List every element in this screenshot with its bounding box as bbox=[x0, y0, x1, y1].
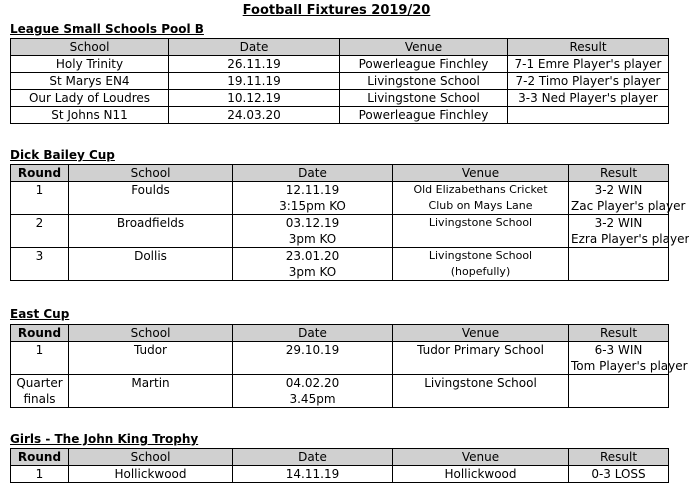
date-line: 04.02.20 bbox=[285, 376, 340, 390]
dick-header-row bbox=[11, 165, 669, 182]
col-venue: Venue bbox=[393, 325, 569, 342]
result-cell bbox=[569, 215, 689, 248]
score-line bbox=[571, 248, 666, 264]
venue-cell bbox=[393, 248, 569, 281]
east-table bbox=[10, 324, 688, 408]
result-cell bbox=[569, 375, 669, 408]
school-cell: St Marys EN4 bbox=[11, 73, 169, 90]
table-row bbox=[11, 466, 669, 483]
ko-line: 3:15pm KO bbox=[279, 199, 346, 213]
school-cell: Holy Trinity bbox=[11, 56, 169, 73]
venue-cell: Livingstone School bbox=[340, 73, 508, 90]
ko-line: 3pm KO bbox=[288, 232, 337, 246]
girls-header-row bbox=[11, 449, 669, 466]
score-line: 3-2 WIN bbox=[594, 216, 643, 230]
col-date: Date bbox=[169, 39, 340, 56]
col-date: Date bbox=[233, 325, 393, 342]
school-cell: Broadfields bbox=[69, 215, 233, 248]
table-row bbox=[11, 375, 669, 408]
east-heading: East Cup bbox=[10, 307, 70, 321]
venue-cell: Tudor Primary School bbox=[393, 342, 569, 375]
result-cell: 3-3 Ned Player's player bbox=[508, 90, 669, 107]
venue-line: (hopefully) bbox=[450, 265, 511, 278]
result-cell bbox=[569, 182, 686, 215]
col-school: School bbox=[69, 165, 233, 182]
date-cell bbox=[233, 182, 393, 215]
round-cell bbox=[11, 342, 69, 375]
col-result: Result bbox=[569, 449, 669, 466]
round-cell bbox=[11, 375, 69, 408]
school-cell: Tudor bbox=[69, 342, 233, 375]
date-cell: 14.11.19 bbox=[233, 466, 393, 483]
school-cell: Dollis bbox=[69, 248, 233, 281]
round-cell: 3 bbox=[11, 248, 69, 281]
player-line: Tom Player's player bbox=[571, 359, 688, 373]
date-line: 23.01.20 bbox=[285, 249, 340, 263]
venue-line: Club on Mays Lane bbox=[428, 199, 533, 212]
venue-line: Livingstone School bbox=[428, 216, 533, 229]
round-line: 1 bbox=[35, 343, 44, 357]
league-header-row bbox=[11, 39, 669, 56]
score-line: 6-3 WIN bbox=[594, 343, 643, 357]
table-row bbox=[11, 215, 669, 248]
score-line bbox=[571, 375, 666, 391]
result-cell bbox=[569, 248, 669, 281]
table-row bbox=[11, 73, 669, 90]
result-cell: 0-3 LOSS bbox=[569, 466, 669, 483]
col-school: School bbox=[11, 39, 169, 56]
venue-line bbox=[395, 231, 566, 247]
school-cell: Martin bbox=[69, 375, 233, 408]
result-cell: 7-2 Timo Player's player bbox=[508, 73, 669, 90]
round-line: finals bbox=[23, 392, 56, 406]
col-date: Date bbox=[233, 449, 393, 466]
date-line: 12.11.19 bbox=[285, 183, 340, 197]
date-cell bbox=[233, 248, 393, 281]
result-cell bbox=[508, 107, 669, 124]
dick-table bbox=[10, 164, 689, 281]
player-line bbox=[571, 391, 666, 407]
venue-line: Livingstone School bbox=[428, 249, 533, 262]
round-line bbox=[13, 358, 66, 374]
school-cell: Our Lady of Loudres bbox=[11, 90, 169, 107]
col-round: Round bbox=[11, 165, 69, 182]
col-round: Round bbox=[11, 325, 69, 342]
table-row bbox=[11, 182, 669, 215]
date-cell: 24.03.20 bbox=[169, 107, 340, 124]
date-cell: 26.11.19 bbox=[169, 56, 340, 73]
col-result: Result bbox=[508, 39, 669, 56]
date-cell: 19.11.19 bbox=[169, 73, 340, 90]
venue-cell: Livingstone School bbox=[340, 90, 508, 107]
table-row bbox=[11, 342, 669, 375]
school-cell: Hollickwood bbox=[69, 466, 233, 483]
col-result: Result bbox=[569, 325, 669, 342]
school-cell: Foulds bbox=[69, 182, 233, 215]
col-venue: Venue bbox=[393, 449, 569, 466]
venue-cell bbox=[393, 215, 569, 248]
col-round: Round bbox=[11, 449, 69, 466]
col-venue: Venue bbox=[393, 165, 569, 182]
table-row bbox=[11, 107, 669, 124]
col-result: Result bbox=[569, 165, 669, 182]
score-line: 3-2 WIN bbox=[594, 183, 643, 197]
col-date: Date bbox=[233, 165, 393, 182]
venue-line: Old Elizabethans Cricket bbox=[413, 183, 548, 196]
date-line: 03.12.19 bbox=[285, 216, 340, 230]
date-line: 29.10.19 bbox=[285, 343, 340, 357]
date-cell bbox=[233, 215, 393, 248]
col-school: School bbox=[69, 449, 233, 466]
result-cell: 7-1 Emre Player's player bbox=[508, 56, 669, 73]
league-heading: League Small Schools Pool B bbox=[10, 22, 204, 36]
date-cell bbox=[233, 375, 393, 408]
ko-line: 3pm KO bbox=[288, 265, 337, 279]
east-header-row bbox=[11, 325, 669, 342]
col-school: School bbox=[69, 325, 233, 342]
round-line: Quarter bbox=[16, 376, 63, 390]
col-venue: Venue bbox=[340, 39, 508, 56]
table-row bbox=[11, 248, 669, 281]
player-line bbox=[571, 264, 666, 280]
round-cell: 1 bbox=[11, 466, 69, 483]
girls-table bbox=[10, 448, 669, 483]
time-line bbox=[235, 358, 390, 374]
table-row bbox=[11, 90, 669, 107]
venue-cell: Hollickwood bbox=[393, 466, 569, 483]
round-cell: 2 bbox=[11, 215, 69, 248]
player-line: Zac Player's player bbox=[571, 199, 686, 213]
league-table bbox=[10, 38, 669, 124]
page-title: Football Fixtures 2019/20 bbox=[242, 3, 431, 18]
venue-cell bbox=[393, 182, 569, 215]
school-cell: St Johns N11 bbox=[11, 107, 169, 124]
date-cell: 10.12.19 bbox=[169, 90, 340, 107]
venue-cell: Powerleague Finchley bbox=[340, 56, 508, 73]
player-line: Ezra Player's player bbox=[571, 232, 689, 246]
result-cell bbox=[569, 342, 688, 375]
girls-heading: Girls - The John King Trophy bbox=[10, 432, 199, 446]
table-row bbox=[11, 56, 669, 73]
venue-cell: Powerleague Finchley bbox=[340, 107, 508, 124]
date-cell bbox=[233, 342, 393, 375]
venue-cell: Livingstone School bbox=[393, 375, 569, 408]
dick-heading: Dick Bailey Cup bbox=[10, 148, 115, 162]
time-line: 3.45pm bbox=[289, 392, 336, 406]
round-cell: 1 bbox=[11, 182, 69, 215]
